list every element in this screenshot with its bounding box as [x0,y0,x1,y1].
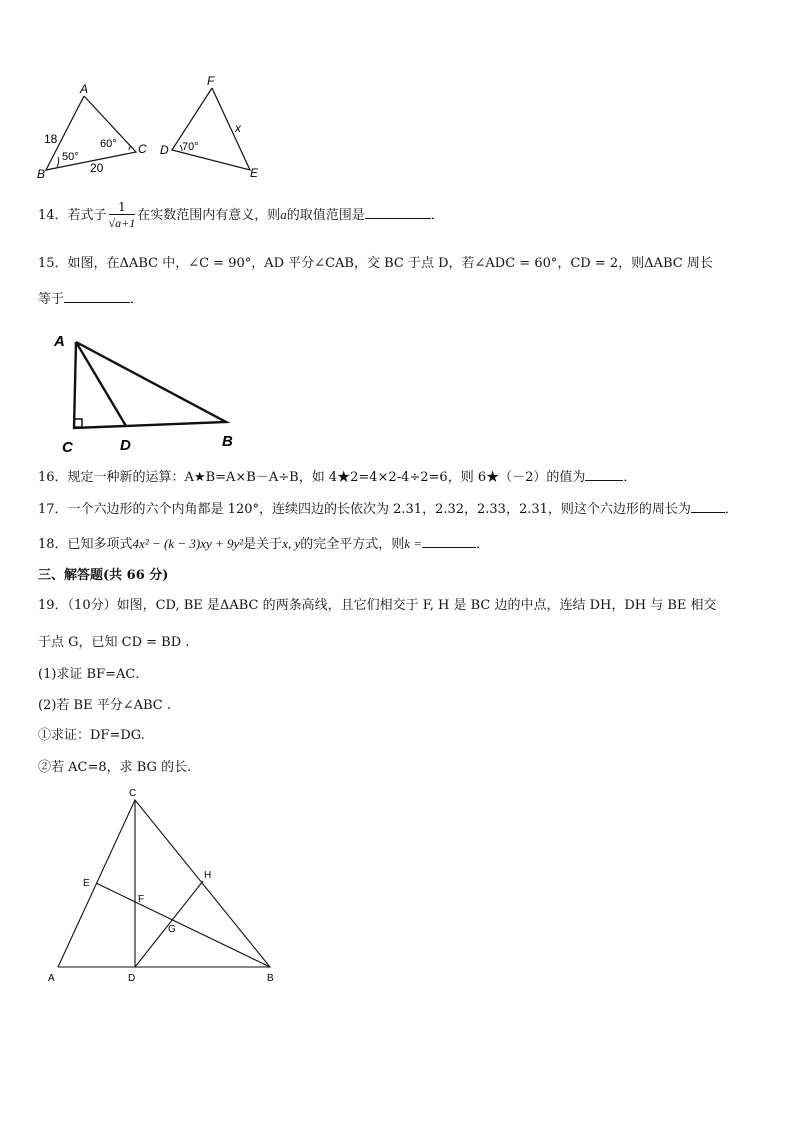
angle-b-label: 50° [62,151,79,163]
label-h: H [204,870,212,881]
label-a: A [54,333,65,350]
q18-expression: 4x² − (k − 3)xy + 9y² [132,536,244,551]
q16-end: ． [623,470,637,485]
side-fe-label: x [235,121,241,135]
q14-answer-blank[interactable] [365,206,431,219]
question-19-part2b: ②若 AC=8，求 BG 的长. [38,760,192,775]
question-19-part1: (1)求证 BF=AC． [38,667,149,682]
question-17 [38,500,738,519]
q17-end: ． [724,502,738,517]
q15-answer-blank[interactable] [64,290,130,303]
label-d: D [128,973,136,984]
triangle-abc [46,96,136,170]
q19-figure [40,785,290,990]
question-18 [38,535,489,554]
question-16 [38,468,636,487]
q14-prefix: 14．若式子 [38,208,107,223]
label-e: E [250,166,259,180]
q14-middle: 在实数范围内有意义，则 [137,208,281,223]
section-3-title: 三、解答题(共 66 分) [38,568,169,583]
q18-end: ． [476,537,490,552]
label-f: F [138,894,145,905]
q16-text: 16．规定一种新的运算：A★B=A×B－A÷B，如 4★2=4×2-4÷2=6，则 6★（－2）的值为 [38,470,586,485]
q14-fraction [109,200,136,231]
angle-c-arc [129,146,131,150]
label-c: C [129,788,137,799]
q15-end: ． [130,292,144,307]
label-b: B [222,433,233,450]
q14-frac-den: √a+1 [108,216,136,230]
question-14 [38,200,444,231]
q18-prefix: 18．已知多项式 [38,537,133,552]
question-19-part2a: ①求证：DF=DG. [38,728,145,743]
angle-d-label: 70° [182,141,199,153]
q17-text: 17．一个六边形的六个内角都是 120°，连续四边的长依次为 2.31，2.32，2.33，2.31，则这个六边形的周长为 [38,502,691,517]
question-15-line2 [38,290,143,309]
side-ab-label: 18 [44,132,58,146]
q18-k: k = [404,536,423,551]
label-a: A [48,973,55,984]
question-15-line1: 15．如图，在ΔABC 中，∠C = 90°，AD 平分∠CAB，交 BC 于点 D，若∠ADC = 60°，CD = 2，则ΔABC 周长 [38,256,713,271]
label-b: B [267,973,274,984]
q15-prefix: 等于 [38,292,65,307]
q14-frac-num: 1 [109,200,136,215]
question-19-part2: (2)若 BE 平分∠ABC . [38,698,172,713]
angle-c-label: 60° [100,138,117,150]
label-c: C [138,142,147,156]
q18-vars: x, y [282,536,301,551]
side-bc-label: 20 [90,161,104,175]
q17-answer-blank[interactable] [691,500,725,513]
label-d: D [160,143,169,157]
q14-end: ． [430,208,444,223]
angle-b-arc [57,157,59,167]
label-d: D [120,437,131,454]
q18-answer-blank[interactable] [422,535,476,548]
label-a: A [80,82,89,96]
label-b: B [37,167,46,181]
label-f: F [207,74,215,88]
q18-middle: 是关于 [243,537,283,552]
question-19-line1: 19．（10分）如图，CD, BE 是ΔABC 的两条高线，且它们相交于 F, H 是 BC 边的中点，连结 DH，DH 与 BE 相交 [38,598,717,613]
q14-var: a [280,207,287,222]
question-19-line2: 于点 G，已知 CD = BD . [38,635,190,650]
q15-triangle [74,342,226,428]
q18-middle2: 的完全平方式，则 [300,537,405,552]
q14-suffix: 的取值范围是 [286,208,365,223]
q19-lines [58,800,270,967]
q16-answer-blank[interactable] [585,468,623,481]
label-g: G [168,924,176,935]
label-c: C [62,439,73,454]
label-e: E [83,878,90,889]
q15-figure [50,328,250,454]
triangles-figure [30,72,280,184]
